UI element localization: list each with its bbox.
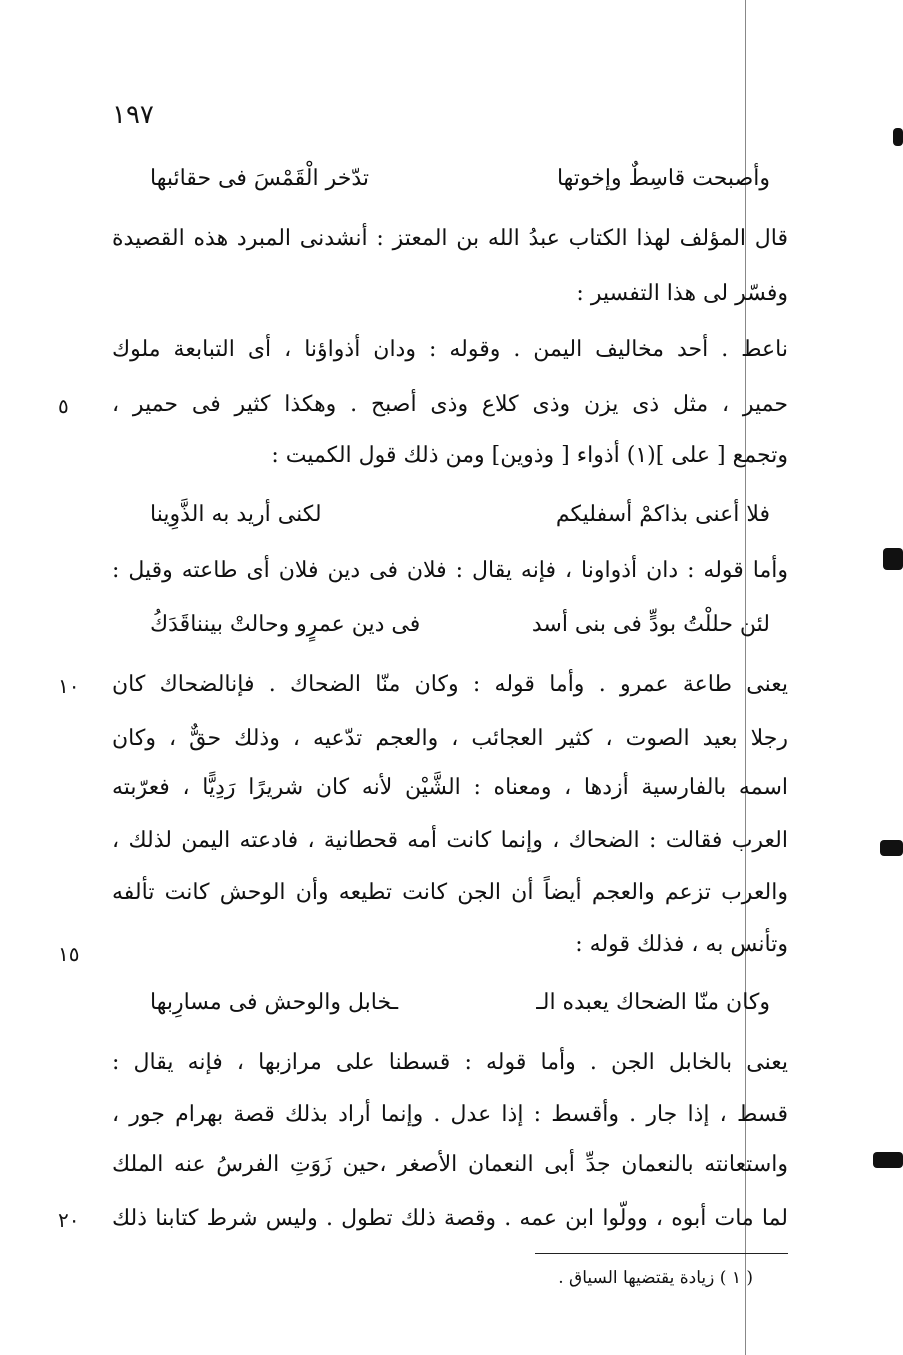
text-line: لما مات أبوه ، وولّوا ابن عمه . وقصة ذلك تطول . وليس شرط كتابنا ذلك bbox=[112, 1206, 788, 1231]
text-line: يعنى بالخابل الجن . وأما قوله : قسطنا على مرازبها ، فإنه يقال : bbox=[112, 1050, 788, 1075]
edge-mark bbox=[893, 128, 903, 146]
edge-mark bbox=[883, 548, 903, 570]
margin-line-number: ٢٠ bbox=[58, 1208, 80, 1232]
verse-hemistich-second: تدّخر الْقَمْسَ فى حقائبها bbox=[150, 166, 369, 191]
text-line: وتأنس به ، فذلك قوله : bbox=[575, 932, 788, 957]
verse-hemistich-second: ـخابل والوحش فى مسارِبها bbox=[150, 990, 399, 1015]
margin-line-number: ١٠ bbox=[58, 674, 80, 698]
verse-hemistich-first: وأصبحت قاسِطٌ وإخوتها bbox=[556, 166, 770, 191]
edge-mark bbox=[880, 840, 903, 856]
text-line: ناعط . أحد مخاليف اليمن . وقوله : ودان أذواؤنا ، أى التبابعة ملوك bbox=[112, 337, 788, 362]
text-line: رجلا بعيد الصوت ، كثير العجائب ، والعجم تدّعيه ، وذلك حقٌّ ، وكان bbox=[112, 726, 788, 751]
verse-hemistich-second: لكنى أريد به الذَّوِينا bbox=[150, 502, 322, 527]
margin-line-number: ٥ bbox=[58, 394, 69, 418]
text-line: وأما قوله : دان أذواونا ، فإنه يقال : فلان فى دين فلان أى طاعته وقيل : bbox=[112, 558, 788, 583]
text-line: وفسّر لى هذا التفسير : bbox=[576, 281, 788, 306]
text-line: واستعانته بالنعمان جدِّ أبى النعمان الأصغر ،حين زَوَتِ الفرسُ عنه الملك bbox=[112, 1152, 788, 1177]
text-line: وتجمع [ على ](١) أذواء [ وذوين] ومن ذلك قول الكميت : bbox=[271, 443, 788, 468]
text-line: قال المؤلف لهذا الكتاب عبدُ الله بن المعتز : أنشدنى المبرد هذه القصيدة bbox=[112, 226, 788, 251]
text-line: العرب فقالت : الضحاك ، وإنما كانت أمه قحطانية ، فادعته اليمن لذلك ، bbox=[112, 828, 788, 853]
footnote-rule bbox=[535, 1253, 788, 1254]
text-line: قسط ، إذا جار . وأقسط : إذا عدل . وإنما أراد بذلك قصة بهرام جور ، bbox=[112, 1102, 788, 1127]
footnote: ( ١ ) زيادة يقتضيها السياق . bbox=[558, 1268, 753, 1288]
verse-hemistich-second: فى دين عمرٍو وحالتْ بينناقَدَكُ bbox=[150, 612, 421, 637]
edge-mark bbox=[873, 1152, 903, 1168]
verse-hemistich-first: لئن حللْتُ بودٍّ فى بنى أسد bbox=[531, 612, 770, 637]
verse-line bbox=[150, 164, 770, 194]
verse-line bbox=[150, 988, 770, 1018]
verse-line bbox=[150, 610, 770, 640]
verse-hemistich-first: وكان منّا الضحاك يعبده الـ bbox=[536, 990, 770, 1015]
verse-line bbox=[150, 500, 770, 530]
text-line: والعرب تزعم والعجم أيضاً أن الجن كانت تطيعه وأن الوحش كانت تألفه bbox=[112, 880, 788, 905]
margin-line-number: ١٥ bbox=[58, 942, 80, 966]
text-line: يعنى طاعة عمرو . وأما قوله : وكان منّا الضحاك . فإنالضحاك كان bbox=[112, 672, 788, 697]
page-number: ١٩٧ bbox=[112, 100, 154, 130]
text-line: حمير ، مثل ذى يزن وذى كلاع وذى أصبح . وهكذا كثير فى حمير ، bbox=[112, 392, 788, 417]
text-line: اسمه بالفارسية أزدها ، ومعناه : الشَّيْن لأنه كان شريرًا رَدِيًّا ، فعرّبته bbox=[112, 775, 788, 800]
verse-hemistich-first: فلا أعنى بذاكمْ أسفليكم bbox=[555, 502, 770, 527]
